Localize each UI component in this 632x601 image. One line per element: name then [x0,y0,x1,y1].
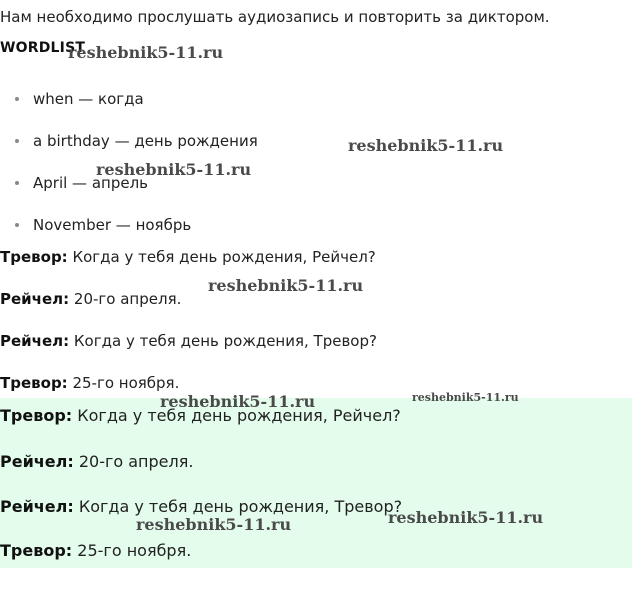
translation-line [0,406,401,425]
watermark: reshebnik5-11.ru [96,160,252,179]
speaker-name: Тревор: [0,406,73,425]
watermark: reshebnik5-11.ru [160,392,316,411]
speaker-name: Рейчел: [0,332,70,350]
translation-line [0,452,193,471]
speaker-name: Рейчел: [0,290,70,308]
wordlist-title: WORDLIST [0,40,86,56]
bullet-icon [15,139,19,143]
dialog-text: 20-го апреля. [69,290,182,308]
dialog-line [0,332,377,350]
translation-text: 20-го апреля. [73,452,194,471]
wordlist-item-text: November — ноябрь [33,216,192,234]
wordlist [0,78,400,246]
speaker-name: Тревор: [0,541,73,560]
watermark: reshebnik5-11.ru [136,515,292,534]
dialog-line [0,290,181,308]
intro-text: Нам необходимо прослушать аудиозапись и повторить за диктором. [0,8,550,26]
list-item [0,120,400,162]
dialog-line [0,374,179,392]
watermark: reshebnik5-11.ru [348,136,504,155]
speaker-name: Тревор: [0,248,68,266]
list-item [0,162,400,204]
translation-text: Когда у тебя день рождения, Тревор? [73,497,403,516]
wordlist-item-text: a birthday — день рождения [33,132,258,150]
bullet-icon [15,223,19,227]
translation-text: Когда у тебя день рождения, Рейчел? [72,406,401,425]
list-item [0,78,400,120]
speaker-name: Тревор: [0,374,68,392]
translation-text: 25-го ноября. [72,541,192,560]
wordlist-item-text: when — когда [33,90,144,108]
watermark: reshebnik5-11.ru [68,43,224,62]
translation-line [0,541,191,560]
dialog-text: 25-го ноября. [67,374,180,392]
watermark: reshebnik5-11.ru [388,508,544,527]
dialog-line [0,248,376,266]
watermark: reshebnik5-11.ru [208,276,364,295]
watermark: reshebnik5-11.ru [412,391,519,404]
speaker-name: Рейчел: [0,497,74,516]
bullet-icon [15,181,19,185]
translation-panel [0,398,632,568]
list-item [0,204,400,246]
wordlist-item-text: April — апрель [33,174,148,192]
dialog-text: Когда у тебя день рождения, Рейчел? [67,248,376,266]
dialog-text: Когда у тебя день рождения, Тревор? [69,332,377,350]
translation-line [0,497,402,516]
speaker-name: Рейчел: [0,452,74,471]
bullet-icon [15,97,19,101]
